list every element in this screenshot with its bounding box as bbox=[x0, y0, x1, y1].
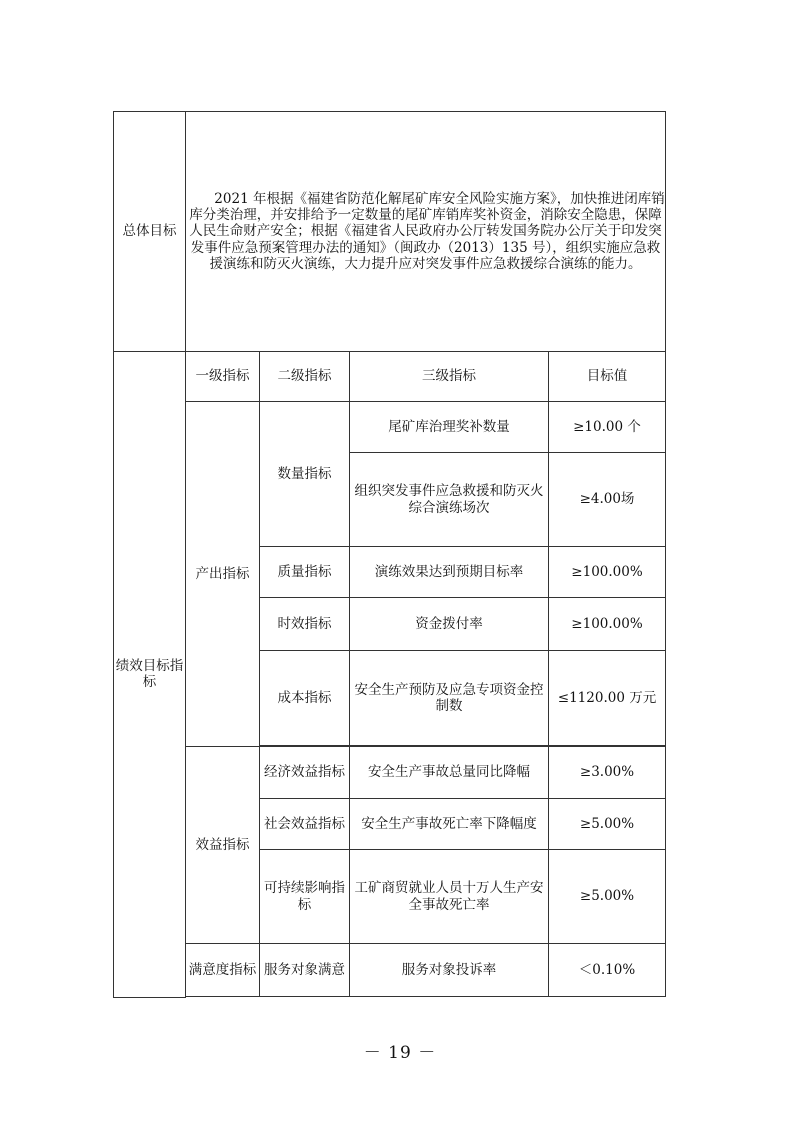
group-output: 产出指标 bbox=[186, 402, 260, 747]
sub-quality: 质量指标 bbox=[260, 547, 350, 598]
sub-sustainable: 可持续影响指标 bbox=[260, 850, 350, 944]
header-level3: 三级指标 bbox=[350, 352, 549, 402]
target-cell: ＜0.10% bbox=[549, 944, 666, 997]
target-cell: ≥100.00% bbox=[549, 547, 666, 598]
target-cell: ≥100.00% bbox=[549, 598, 666, 651]
overview-text bbox=[186, 112, 666, 352]
indicator-cell: 资金拨付率 bbox=[350, 598, 549, 651]
target-cell: ≥4.00场 bbox=[549, 453, 666, 547]
target-cell: ≥5.00% bbox=[549, 850, 666, 944]
indicator-cell: 尾矿库治理奖补数量 bbox=[350, 402, 549, 453]
target-cell: ≥3.00% bbox=[549, 747, 666, 799]
header-level1: 一级指标 bbox=[186, 352, 260, 402]
overview-row bbox=[114, 112, 666, 352]
sub-social: 社会效益指标 bbox=[260, 799, 350, 850]
indicator-cell: 演练效果达到预期目标率 bbox=[350, 547, 549, 598]
target-cell: ≥10.00 个 bbox=[549, 402, 666, 453]
table-row bbox=[114, 747, 666, 799]
table-row bbox=[114, 402, 666, 453]
indicator-cell: 安全生产预防及应急专项资金控制数 bbox=[350, 651, 549, 746]
header-level2: 二级指标 bbox=[260, 352, 350, 402]
indicator-cell: 服务对象投诉率 bbox=[350, 944, 549, 997]
overview-label: 总体目标 bbox=[114, 112, 186, 352]
sub-quantity: 数量指标 bbox=[260, 402, 350, 547]
overview-paragraph: 2021 年根据《福建省防范化解尾矿库安全风险实施方案》，加快推进闭库销库分类治理，并安排给予一定数量的尾矿库销库奖补资金，消除安全隐患，保障人民生命财产安全；根据《福建省人民政府办公厅转发国务院办公厅关于印发突发事件应急预案管理办法的通知》（闽政办（2013）135 号），组织实施应急救援演练和防灭火演练，大力提升应对突发事件应急救援综合演练的能力。 bbox=[189, 191, 665, 272]
indicator-cell: 安全生产事故总量同比降幅 bbox=[350, 747, 549, 799]
sub-cost: 成本指标 bbox=[260, 651, 350, 746]
indicator-cell: 安全生产事故死亡率下降幅度 bbox=[350, 799, 549, 850]
indicator-cell: 组织突发事件应急救援和防灭火综合演练场次 bbox=[350, 453, 549, 547]
performance-label: 绩效目标指标 bbox=[114, 352, 186, 998]
table-row bbox=[114, 944, 666, 997]
target-cell: ≤1120.00 万元 bbox=[549, 651, 666, 746]
sub-timeliness: 时效指标 bbox=[260, 598, 350, 651]
sub-economic: 经济效益指标 bbox=[260, 747, 350, 799]
header-target: 目标值 bbox=[549, 352, 666, 402]
page-number: － 19 － bbox=[363, 1043, 437, 1063]
target-cell: ≥5.00% bbox=[549, 799, 666, 850]
group-benefit: 效益指标 bbox=[186, 747, 260, 944]
sub-service: 服务对象满意 bbox=[260, 944, 350, 997]
performance-table bbox=[113, 111, 666, 998]
header-row bbox=[114, 352, 666, 402]
indicator-cell: 工矿商贸就业人员十万人生产安全事故死亡率 bbox=[350, 850, 549, 944]
group-satisfaction: 满意度指标 bbox=[186, 944, 260, 997]
